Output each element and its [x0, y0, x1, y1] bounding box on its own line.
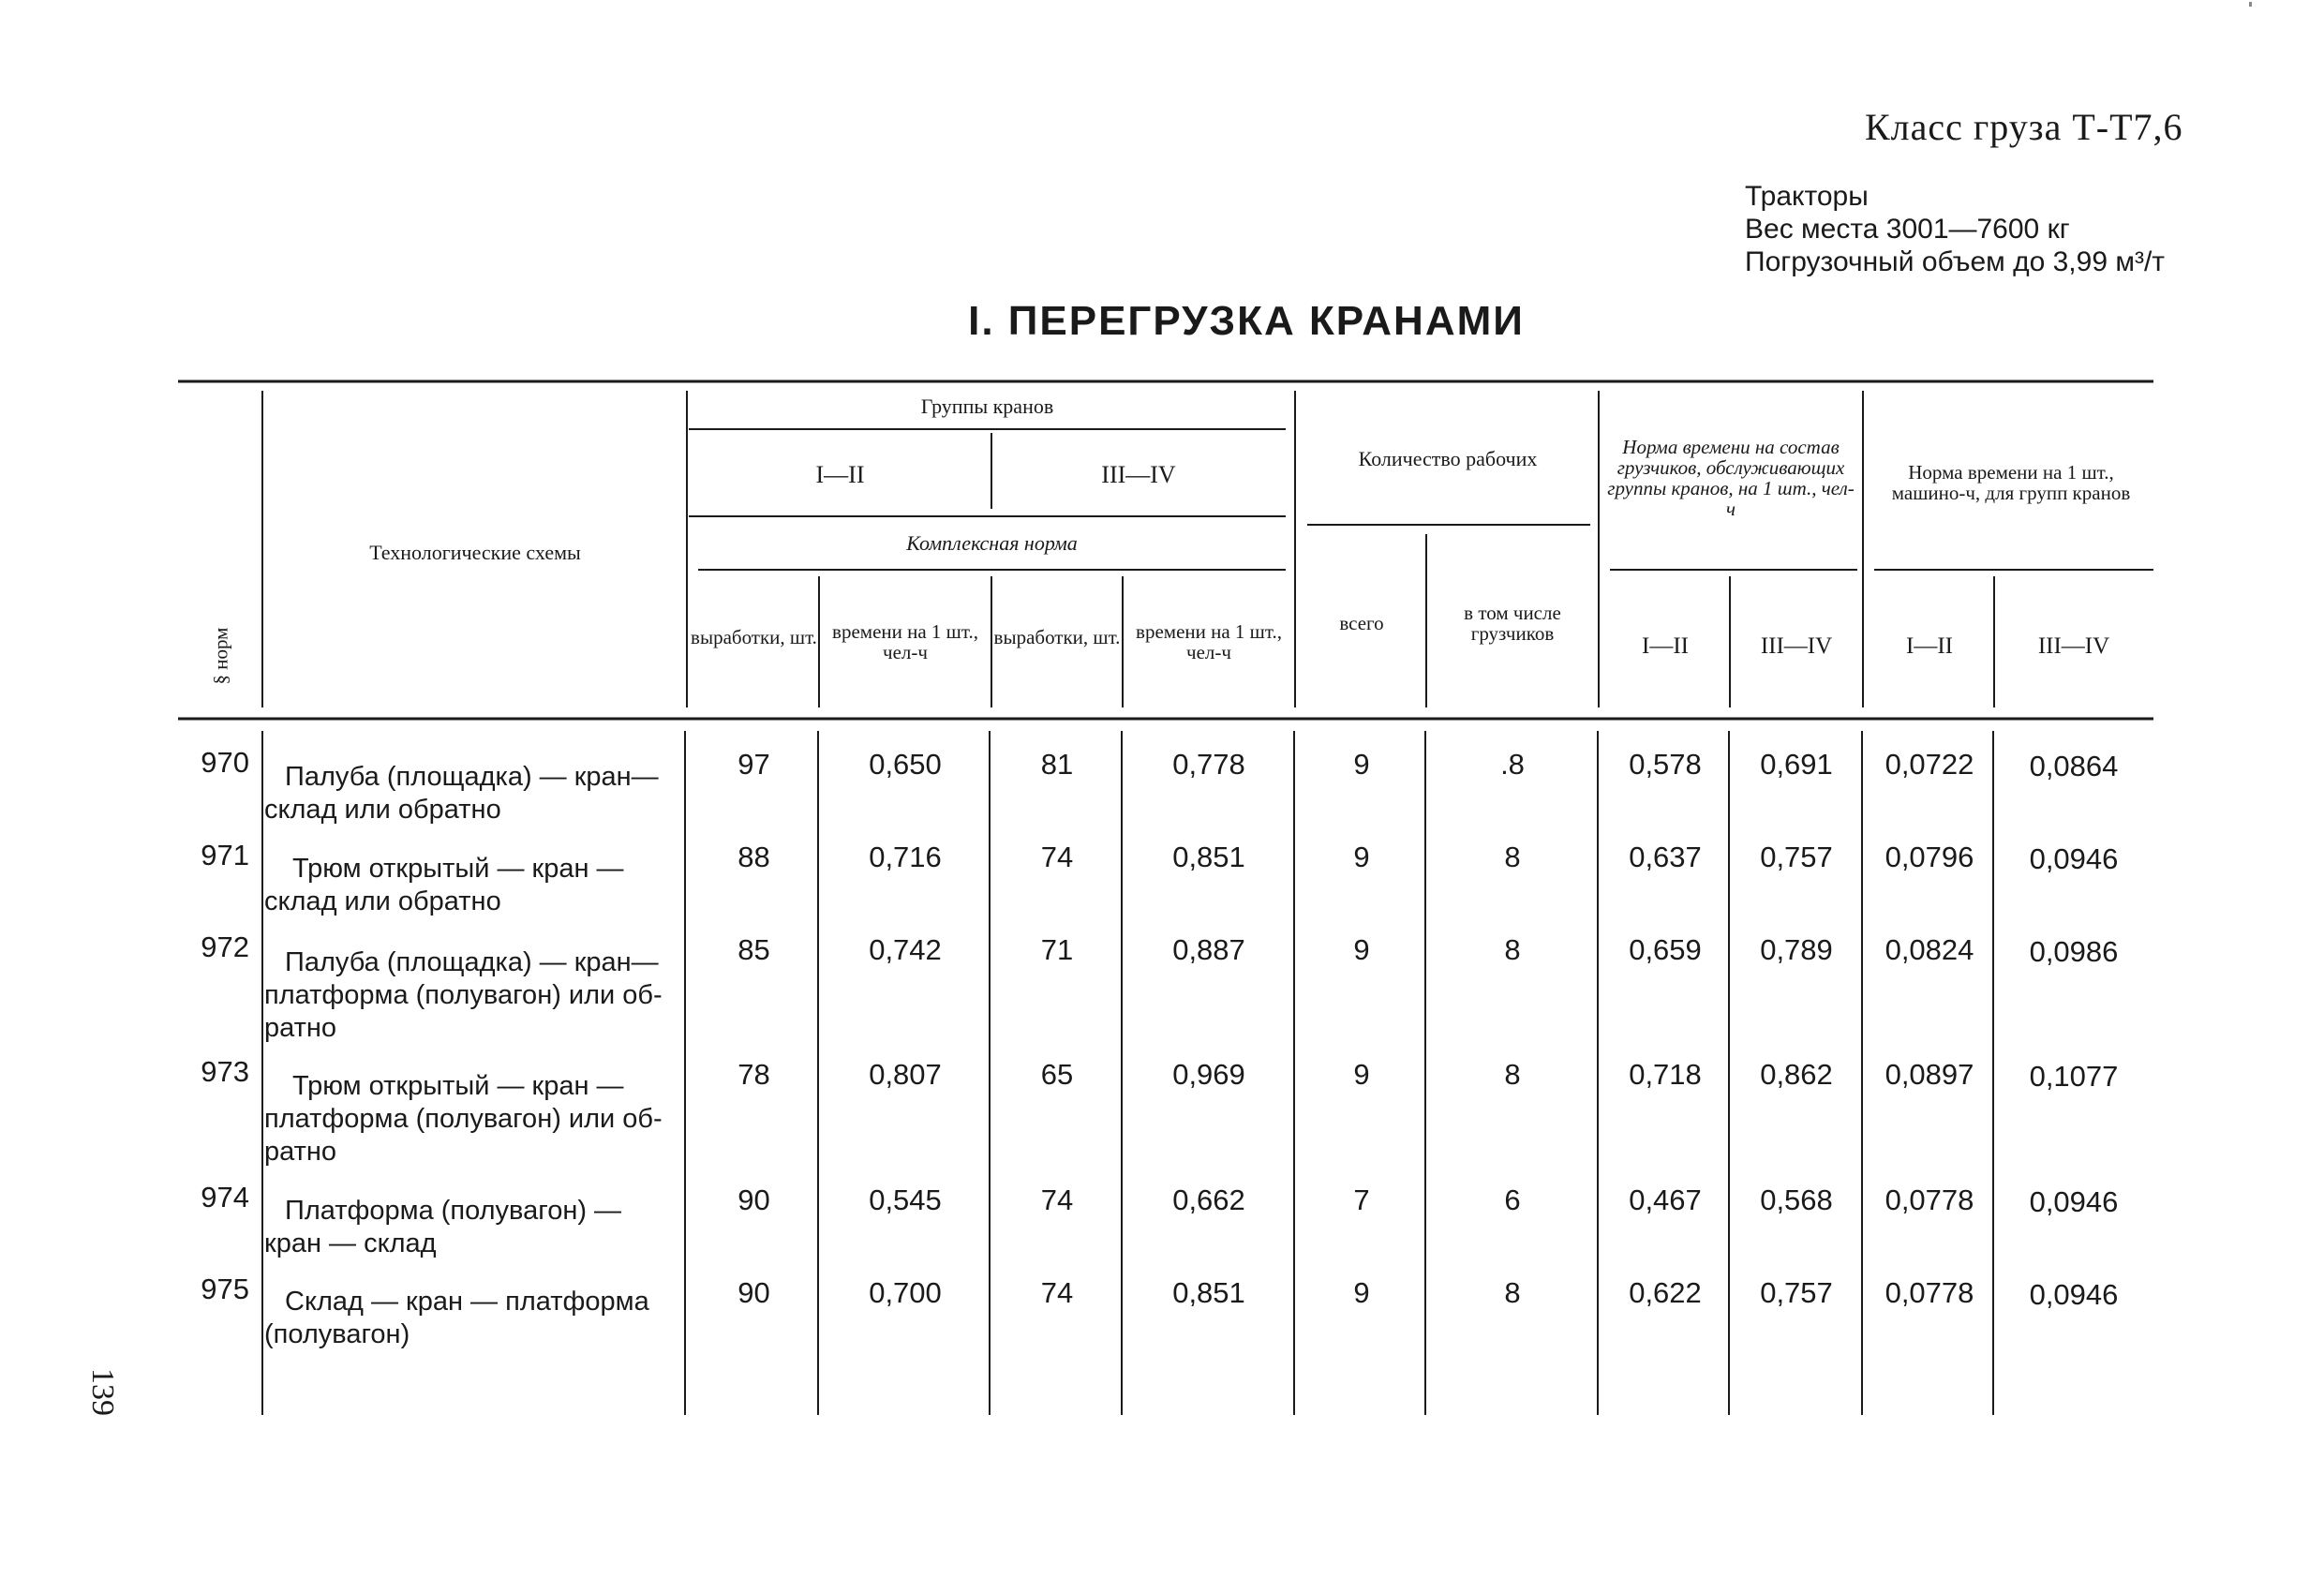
workers-header: Количество рабочих: [1358, 447, 1538, 470]
crew-iii-iv: 0,789: [1760, 933, 1833, 966]
crew-i-ii-header: I—II: [1642, 633, 1689, 659]
crew-i-ii: 0,718: [1629, 1058, 1702, 1091]
machine-iii-iv: 0,0864: [2029, 750, 2119, 782]
crew-iii-iv: 0,757: [1760, 1276, 1833, 1309]
scheme-text: Склад — кран — платформа (полувагон): [264, 1287, 649, 1349]
output-i-ii: 90: [737, 1184, 770, 1216]
time-iii-iv: 0,851: [1172, 1276, 1245, 1309]
crew-i-ii: 0,467: [1629, 1184, 1702, 1216]
time-i-ii: 0,742: [869, 933, 942, 966]
time-iii-iv: 0,851: [1172, 841, 1245, 873]
time-i-ii: 0,545: [869, 1184, 942, 1216]
machine-i-ii-header: I—II: [1906, 633, 1953, 659]
time-iii-iv: 0,887: [1172, 933, 1245, 966]
time-iii-iv-header: времени на 1 шт., чел-ч: [1136, 620, 1282, 663]
section-title: I. ПЕРЕГРУЗКА КРАНАМИ: [968, 298, 1525, 344]
workers-loaders: .8: [1500, 748, 1525, 781]
time-iii-iv: 0,662: [1172, 1184, 1245, 1216]
output-iii-iv: 81: [1040, 748, 1074, 781]
crew-i-ii: 0,578: [1629, 748, 1702, 781]
workers-loaders: 8: [1504, 1276, 1521, 1309]
norm-number-header: § норм: [209, 627, 231, 685]
output-i-ii: 90: [737, 1276, 770, 1309]
norm-number: 975: [201, 1273, 249, 1305]
norm-number: 971: [201, 839, 249, 871]
workers-loaders: 6: [1504, 1184, 1521, 1216]
crew-iii-iv-header: III—IV: [1760, 633, 1833, 659]
crew-iii-iv: 0,691: [1760, 748, 1833, 781]
output-iii-iv: 74: [1040, 1276, 1074, 1309]
workers-total: 9: [1353, 841, 1370, 873]
crew-iii-iv: 0,862: [1760, 1058, 1833, 1091]
output-i-ii: 88: [737, 841, 770, 873]
output-iii-iv: 74: [1040, 1184, 1074, 1216]
machine-i-ii: 0,0722: [1885, 748, 1974, 781]
machine-iii-iv: 0,1077: [2029, 1060, 2119, 1093]
machine-iii-iv: 0,0946: [2029, 1278, 2119, 1311]
output-i-ii: 85: [737, 933, 770, 966]
output-i-ii: 97: [737, 748, 770, 781]
machine-iii-iv: 0,0986: [2029, 935, 2119, 968]
crew-i-ii: 0,637: [1629, 841, 1702, 873]
crew-norm-header: Норма времени на состав грузчиков, обслуживающих группы кранов, на 1 шт., чел-ч: [1607, 436, 1855, 520]
workers-total: 9: [1353, 933, 1370, 966]
cargo-weight: Вес места 3001—7600 кг: [1745, 214, 2070, 245]
time-i-ii: 0,700: [869, 1276, 942, 1309]
cargo-type: Тракторы: [1745, 181, 1869, 212]
norm-number: 972: [201, 930, 249, 963]
workers-loaders: 8: [1504, 933, 1521, 966]
workers-loaders: 8: [1504, 1058, 1521, 1091]
workers-total: 9: [1353, 748, 1370, 781]
norm-number: 973: [201, 1055, 249, 1088]
group-iii-iv-header: III—IV: [1101, 461, 1176, 488]
scheme-text: Палуба (площадка) — кран— платформа (полувагон) или об- ратно: [264, 947, 663, 1043]
time-i-ii: 0,716: [869, 841, 942, 873]
time-i-ii: 0,807: [869, 1058, 942, 1091]
output-i-ii-header: выработки, шт.: [691, 626, 817, 648]
complex-norm-header: Комплексная норма: [906, 531, 1078, 555]
machine-i-ii: 0,0897: [1885, 1058, 1974, 1091]
output-iii-iv-header: выработки, шт.: [993, 626, 1121, 648]
workers-total: 9: [1353, 1276, 1370, 1309]
time-i-ii: 0,650: [869, 748, 942, 781]
workers-total-header: всего: [1339, 612, 1384, 634]
norm-number: 974: [201, 1181, 249, 1213]
machine-iii-iv: 0,0946: [2029, 1185, 2119, 1218]
time-iii-iv: 0,778: [1172, 748, 1245, 781]
scheme-text: Трюм открытый — кран — склад или обратно: [264, 854, 624, 916]
time-i-ii-header: времени на 1 шт., чел-ч: [832, 620, 978, 663]
cargo-class-title: Класс груза Т-Т7,6: [1865, 106, 2183, 148]
output-i-ii: 78: [737, 1058, 770, 1091]
workers-loaders: 8: [1504, 841, 1521, 873]
cargo-volume: Погрузочный объем до 3,99 м³/т: [1745, 246, 2166, 277]
machine-iii-iv-header: III—IV: [2037, 633, 2110, 659]
machine-i-ii: 0,0778: [1885, 1184, 1974, 1216]
machine-i-ii: 0,0824: [1885, 933, 1974, 966]
crew-i-ii: 0,622: [1629, 1276, 1702, 1309]
time-iii-iv: 0,969: [1172, 1058, 1245, 1091]
workers-total: 9: [1353, 1058, 1370, 1091]
machine-iii-iv: 0,0946: [2029, 842, 2119, 875]
page-number: 139: [85, 1368, 120, 1416]
machine-norm-header: Норма времени на 1 шт., машино-ч, для групп кранов: [1891, 461, 2131, 504]
output-iii-iv: 71: [1040, 933, 1074, 966]
group-i-ii-header: I—II: [815, 461, 865, 488]
crew-iii-iv: 0,757: [1760, 841, 1833, 873]
scheme-text: Трюм открытый — кран — платформа (полувагон) или об- ратно: [264, 1071, 663, 1167]
workers-loaders-header: в том числе грузчиков: [1464, 602, 1561, 645]
crew-iii-iv: 0,568: [1760, 1184, 1833, 1216]
crane-groups-header: Группы кранов: [920, 395, 1054, 418]
machine-i-ii: 0,0796: [1885, 841, 1974, 873]
crew-i-ii: 0,659: [1629, 933, 1702, 966]
scheme-text: Палуба (площадка) — кран— склад или обратно: [264, 762, 659, 825]
machine-i-ii: 0,0778: [1885, 1276, 1974, 1309]
schemes-header: Технологические схемы: [369, 541, 581, 564]
output-iii-iv: 74: [1040, 841, 1074, 873]
scheme-text: Платформа (полувагон) — кран — склад: [264, 1196, 622, 1258]
workers-total: 7: [1353, 1184, 1370, 1216]
norm-number: 970: [201, 746, 249, 779]
output-iii-iv: 65: [1040, 1058, 1074, 1091]
